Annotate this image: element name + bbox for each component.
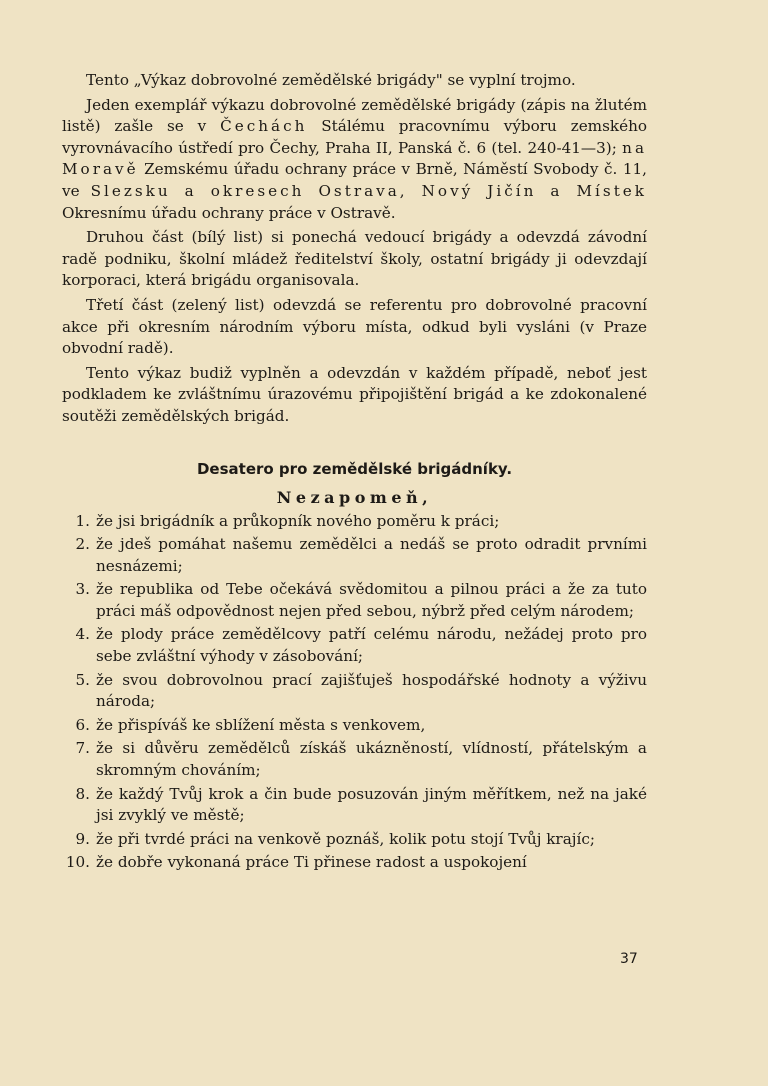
paragraph-addresses-part: Jeden exemplář výkazu dobrovolné zemědělské brigády (zápis na žlutém listě) zašle se v: [62, 95, 647, 136]
item-text: že plody práce zemědělcovy patří celému národu, nežádej proto pro sebe zvláštní výhody v zásobování;: [96, 625, 647, 666]
paragraph-green-sheet: Třetí část (zelený list) odevzdá se referentu pro dobrovolné pracovní akce při okresním národním výboru místa, odkud byli vysláni (v Praze obvodní radě).: [62, 295, 647, 358]
paragraph-copies: Tento „Výkaz dobrovolné zemědělské brigády" se vyplní trojmo.: [86, 71, 576, 89]
decalogue-list: [62, 511, 647, 875]
paragraph-addresses-part: Čechách: [220, 117, 308, 136]
list-item: [62, 852, 647, 874]
page-body: [62, 70, 647, 876]
item-number: 1.: [75, 511, 90, 530]
list-item: [62, 534, 647, 577]
page-number: 37: [620, 951, 638, 967]
decalogue-title: Desatero pro zemědělské brigádníky.: [196, 459, 513, 478]
item-text: že při tvrdé práci na venkově poznáš, kolik potu stojí Tvůj krajíc;: [96, 829, 595, 848]
list-item: [62, 670, 647, 713]
item-number: 9.: [75, 829, 90, 848]
item-text: že každý Tvůj krok a čin bude posuzován jiným měřítkem, než na jaké jsi zvyklý ve městě;: [96, 784, 647, 825]
paragraph-addresses-part: Zemskému úřadu ochrany práce v Brně, Náměstí Svobody č. 11, ve: [62, 160, 647, 200]
paragraph-addresses-part: Stálému pracovnímu výboru zemského vyrovnávacího ústředí pro Čechy, Praha II, Panská č. 6 (tel. 240-41—3);: [62, 117, 647, 157]
item-number: 8.: [75, 784, 90, 803]
item-text: že jsi brigádník a průkopník nového poměru k práci;: [96, 511, 500, 530]
item-number: 7.: [75, 739, 90, 758]
paragraph-addresses: [62, 95, 647, 225]
list-item: [62, 579, 647, 622]
item-number: 4.: [75, 625, 90, 644]
item-number: 2.: [75, 535, 90, 554]
list-item: [62, 829, 647, 851]
item-text: že svou dobrovolnou prací zajišťuješ hospodářské hodnoty a výživu národa;: [96, 670, 647, 711]
paragraph-insurance: Tento výkaz budiž vyplněn a odevzdán v každém případě, neboť jest podkladem ke zvláštnímu úrazovému připojištění brigád a ke zdokonalené soutěži zemědělských brigád.: [62, 363, 647, 425]
item-text: že republika od Tebe očekává svědomitou a pilnou práci a že za tuto práci máš odpovědnost nejen před sebou, nýbrž před celým národem;: [96, 580, 647, 620]
list-item: [62, 784, 647, 827]
item-text: že jdeš pomáhat našemu zemědělci a nedáš se proto odradit prvními nesnázemi;: [96, 535, 647, 575]
decalogue-subtitle: Nezapomeň,: [276, 487, 433, 507]
paragraph-addresses-part: Okresnímu úřadu ochrany práce v Ostravě.: [62, 203, 396, 222]
item-text: že si důvěru zemědělců získáš ukázněností, vlídností, přátelským a skromným chováním;: [96, 739, 647, 780]
list-item: [62, 715, 647, 737]
item-text: že přispíváš ke sblížení města s venkovem,: [96, 715, 426, 734]
list-item: [62, 624, 647, 667]
item-number: 5.: [75, 670, 90, 689]
list-item: [62, 511, 647, 533]
paragraph-addresses-part: na Moravě: [62, 138, 647, 179]
item-text: že dobře vykonaná práce Ti přinese radost a uspokojení: [96, 853, 527, 872]
item-number: 3.: [75, 580, 90, 599]
item-number: 10.: [65, 853, 90, 872]
paragraph-white-sheet: Druhou část (bílý list) si ponechá vedoucí brigády a odevzdá závodní radě podniku, školní mládež ředitelství školy, ostatní brigády ji odevzdají korporaci, která brigádu organisovala.: [62, 228, 647, 290]
paragraph-addresses-part: Slezsku a okresech Ostrava, Nový Jičín a Místek: [90, 181, 647, 200]
list-item: [62, 738, 647, 781]
item-number: 6.: [75, 715, 90, 734]
